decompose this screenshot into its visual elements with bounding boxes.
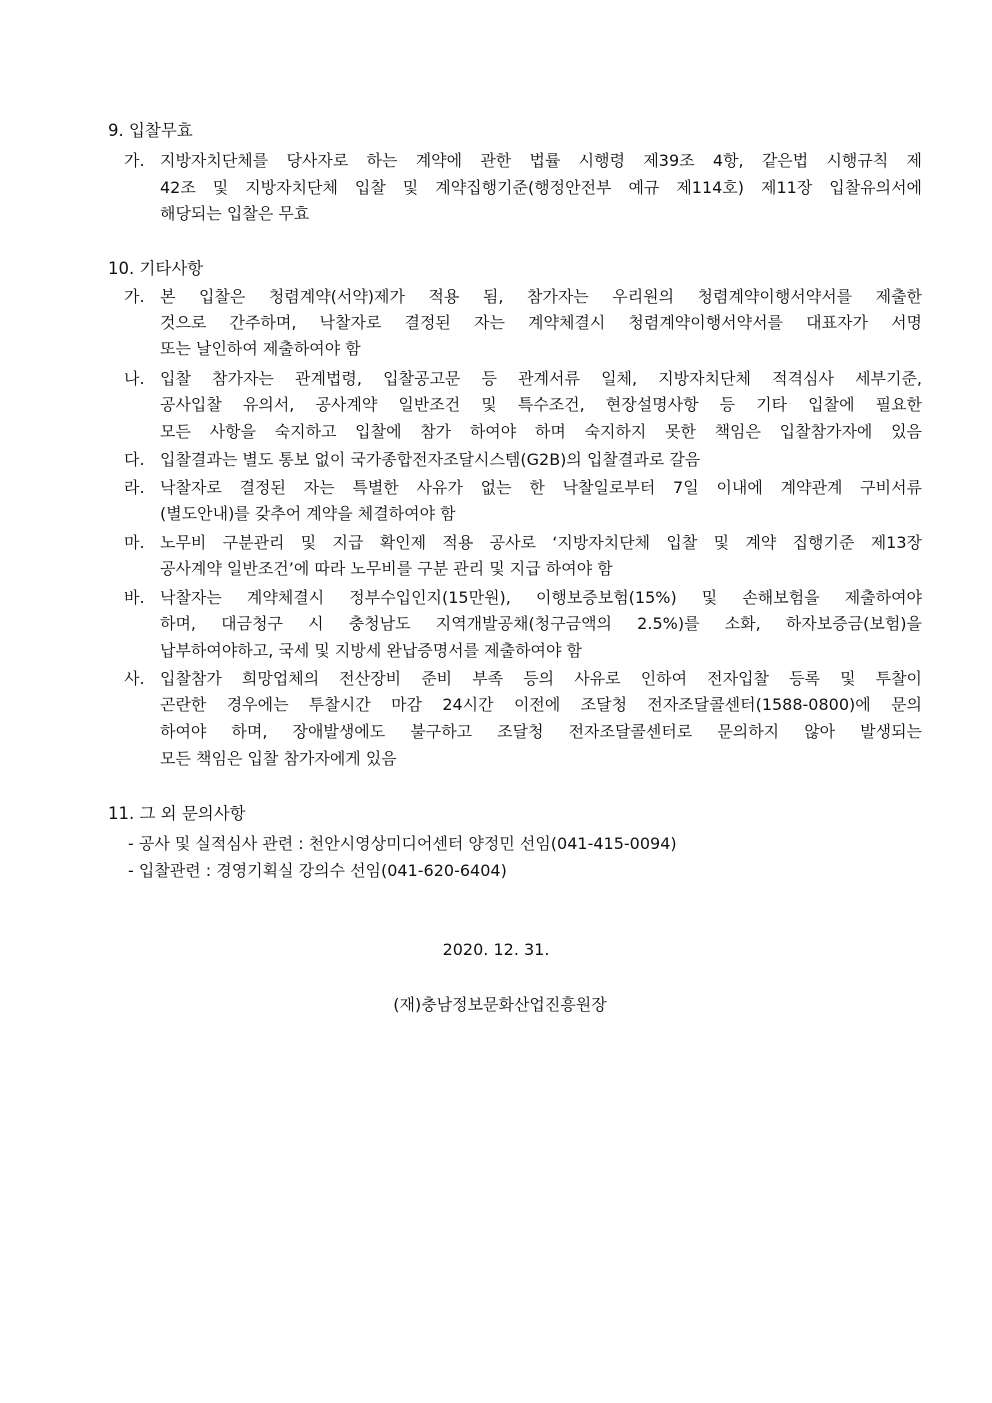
item-10-ga-line-3: 또는 날인하여 제출하여야 함 bbox=[160, 339, 361, 358]
item-10-ma-line-2: 공사계약 일반조건’에 따라 노무비를 구분 관리 및 지급 하여야 함 bbox=[160, 559, 613, 578]
item-9-ga-line-3: 해당되는 입찰은 무효 bbox=[160, 204, 310, 223]
contact-construction: - 공사 및 실적심사 관련 : 천안시영상미디어센터 양정민 선임(041-415-0094) bbox=[128, 834, 677, 853]
item-10-ga-line-1: 본 입찰은 청렴계약(서약)제가 적용 됨, 참가자는 우리원의 청렴계약이행서약서를 제출한 bbox=[160, 287, 922, 306]
item-10-ba-line-1: 낙찰자는 계약체결시 정부수입인지(15만원), 이행보증보험(15%) 및 손해보험을 제출하여야 bbox=[160, 588, 922, 607]
item-9-ga-marker: 가. bbox=[124, 151, 145, 170]
document-signer: (재)충남정보문화산업진흥원장 bbox=[393, 995, 607, 1014]
item-10-na-line-1: 입찰 참가자는 관계법령, 입찰공고문 등 관계서류 일체, 지방자치단체 적격심사 세부기준, bbox=[160, 369, 922, 388]
item-10-da-marker: 다. bbox=[124, 450, 145, 469]
item-10-na-line-3: 모든 사항을 숙지하고 입찰에 참가 하여야 하며 숙지하지 못한 책임은 입찰참가자에 있음 bbox=[160, 422, 922, 441]
item-10-ra-line-2: (별도안내)를 갖추어 계약을 체결하여야 함 bbox=[160, 504, 456, 523]
item-10-ma-marker: 마. bbox=[124, 533, 145, 552]
item-10-ra-line-1: 낙찰자로 결정된 자는 특별한 사유가 없는 한 낙찰일로부터 7일 이내에 계약관계 구비서류 bbox=[160, 478, 922, 497]
item-9-ga-line-1: 지방자치단체를 당사자로 하는 계약에 관한 법률 시행령 제39조 4항, 같은법 시행규칙 제 bbox=[160, 151, 922, 170]
item-10-sa-line-2: 곤란한 경우에는 투찰시간 마감 24시간 이전에 조달청 전자조달콜센터(1588-0800)에 문의 bbox=[160, 695, 922, 714]
item-10-na-marker: 나. bbox=[124, 369, 145, 388]
item-10-sa-line-3: 하여야 하며, 장애발생에도 불구하고 조달청 전자조달콜센터로 문의하지 않아 발생되는 bbox=[160, 722, 922, 741]
item-10-ra-marker: 라. bbox=[124, 478, 145, 497]
item-10-da-line-1: 입찰결과는 별도 통보 없이 국가종합전자조달시스템(G2B)의 입찰결과로 갈음 bbox=[160, 450, 701, 469]
contact-bidding: - 입찰관련 : 경영기획실 강의수 선임(041-620-6404) bbox=[128, 861, 507, 880]
item-10-ba-line-3: 납부하여야하고, 국세 및 지방세 완납증명서를 제출하여야 함 bbox=[160, 641, 583, 660]
item-10-ba-line-2: 하며, 대금청구 시 충청남도 지역개발공채(청구금액의 2.5%)를 소화, 하자보증금(보험)을 bbox=[160, 614, 922, 633]
item-9-ga-line-2: 42조 및 지방자치단체 입찰 및 계약집행기준(행정안전부 예규 제114호) 제11장 입찰유의서에 bbox=[160, 178, 922, 197]
document-date: 2020. 12. 31. bbox=[442, 940, 550, 959]
section-10-heading: 10. 기타사항 bbox=[108, 259, 204, 278]
item-10-sa-line-4: 모든 책임은 입찰 참가자에게 있음 bbox=[160, 749, 397, 768]
item-10-sa-line-1: 입찰참가 희망업체의 전산장비 준비 부족 등의 사유로 인하여 전자입찰 등록 및 투찰이 bbox=[160, 669, 922, 688]
item-10-ga-marker: 가. bbox=[124, 287, 145, 306]
item-10-sa-marker: 사. bbox=[124, 669, 145, 688]
item-10-ma-line-1: 노무비 구분관리 및 지급 확인제 적용 공사로 ‘지방자치단체 입찰 및 계약 집행기준 제13장 bbox=[160, 533, 922, 552]
item-10-ga-line-2: 것으로 간주하며, 낙찰자로 결정된 자는 계약체결시 청렴계약이행서약서를 대표자가 서명 bbox=[160, 313, 922, 332]
section-9-heading: 9. 입찰무효 bbox=[108, 121, 193, 140]
section-11-heading: 11. 그 외 문의사항 bbox=[108, 804, 246, 823]
item-10-ba-marker: 바. bbox=[124, 588, 145, 607]
item-10-na-line-2: 공사입찰 유의서, 공사계약 일반조건 및 특수조건, 현장설명사항 등 기타 입찰에 필요한 bbox=[160, 395, 922, 414]
